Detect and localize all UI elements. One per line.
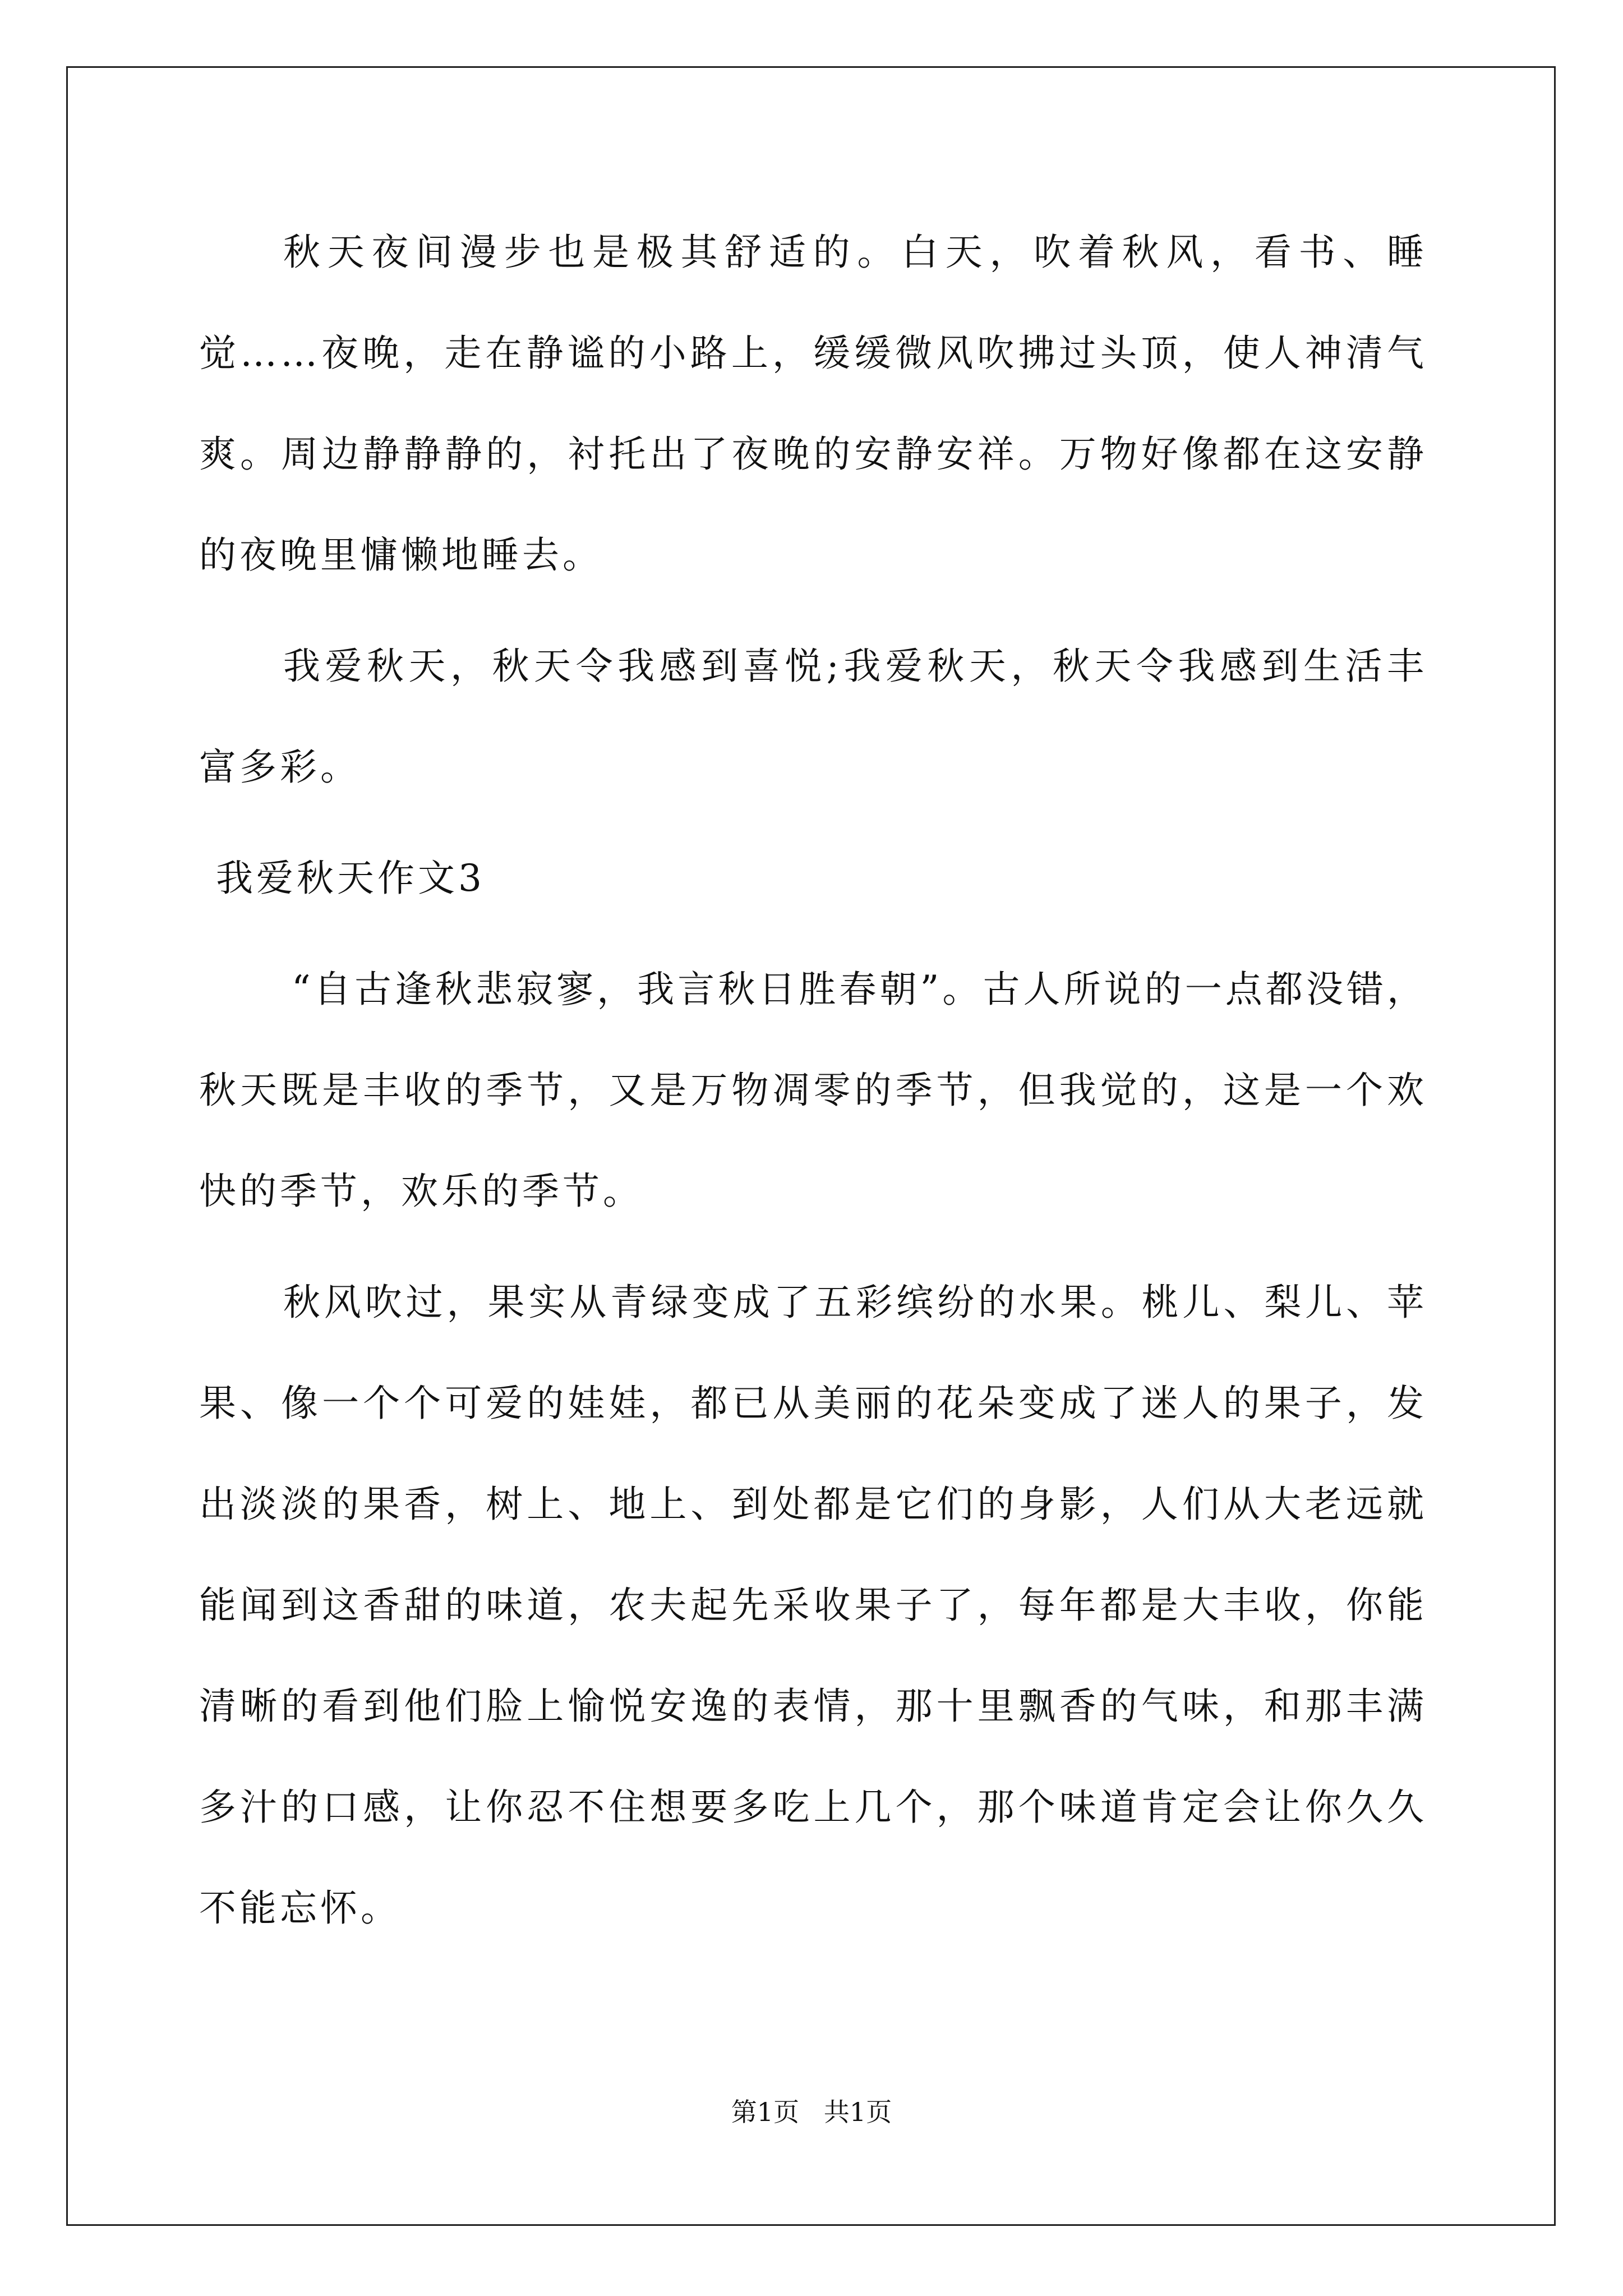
paragraph-autumn-fruits: 秋风吹过，果实从青绿变成了五彩缤纷的水果。桃儿、梨儿、苹果、像一个个可爱的娃娃，都已从美丽的花朵变成了迷人的果子，发出淡淡的果香，树上、地上、到处都是它们的身影，人们从大老远就能闻到这香甜的味道，农夫起先采收果子了，每年都是大丰收，你能清晰的看到他们脸上愉悦安逸的表情，那十里飘香的气味，和那丰满多汁的口感，让你忍不住想要多吃上几个，那个味道肯定会让你久久不能忘怀。 bbox=[199, 1281, 1427, 1930]
paragraph-ancient-quote: “自古逢秋悲寂寥，我言秋日胜春朝”。古人所说的一点都没错，秋天既是丰收的季节，又是万物凋零的季节，但我觉的，这是一个欢快的季节，欢乐的季节。 bbox=[199, 968, 1427, 1213]
section-heading: 我爱秋天作文3 bbox=[216, 857, 485, 900]
paragraph-love-autumn: 我爱秋天，秋天令我感到喜悦;我爱秋天，秋天令我感到生活丰富多彩。 bbox=[199, 645, 1427, 789]
paragraph-night-walk: 秋天夜间漫步也是极其舒适的。白天，吹着秋风，看书、睡觉……夜晚，走在静谧的小路上，缓缓微风吹拂过头顶，使人神清气爽。周边静静静的，衬托出了夜晚的安静安祥。万物好像都在这安静的夜晚里慵懒地睡去。 bbox=[199, 231, 1427, 577]
document-body bbox=[199, 202, 1427, 1969]
page-footer: 第1页 共1页 bbox=[731, 2097, 892, 2127]
